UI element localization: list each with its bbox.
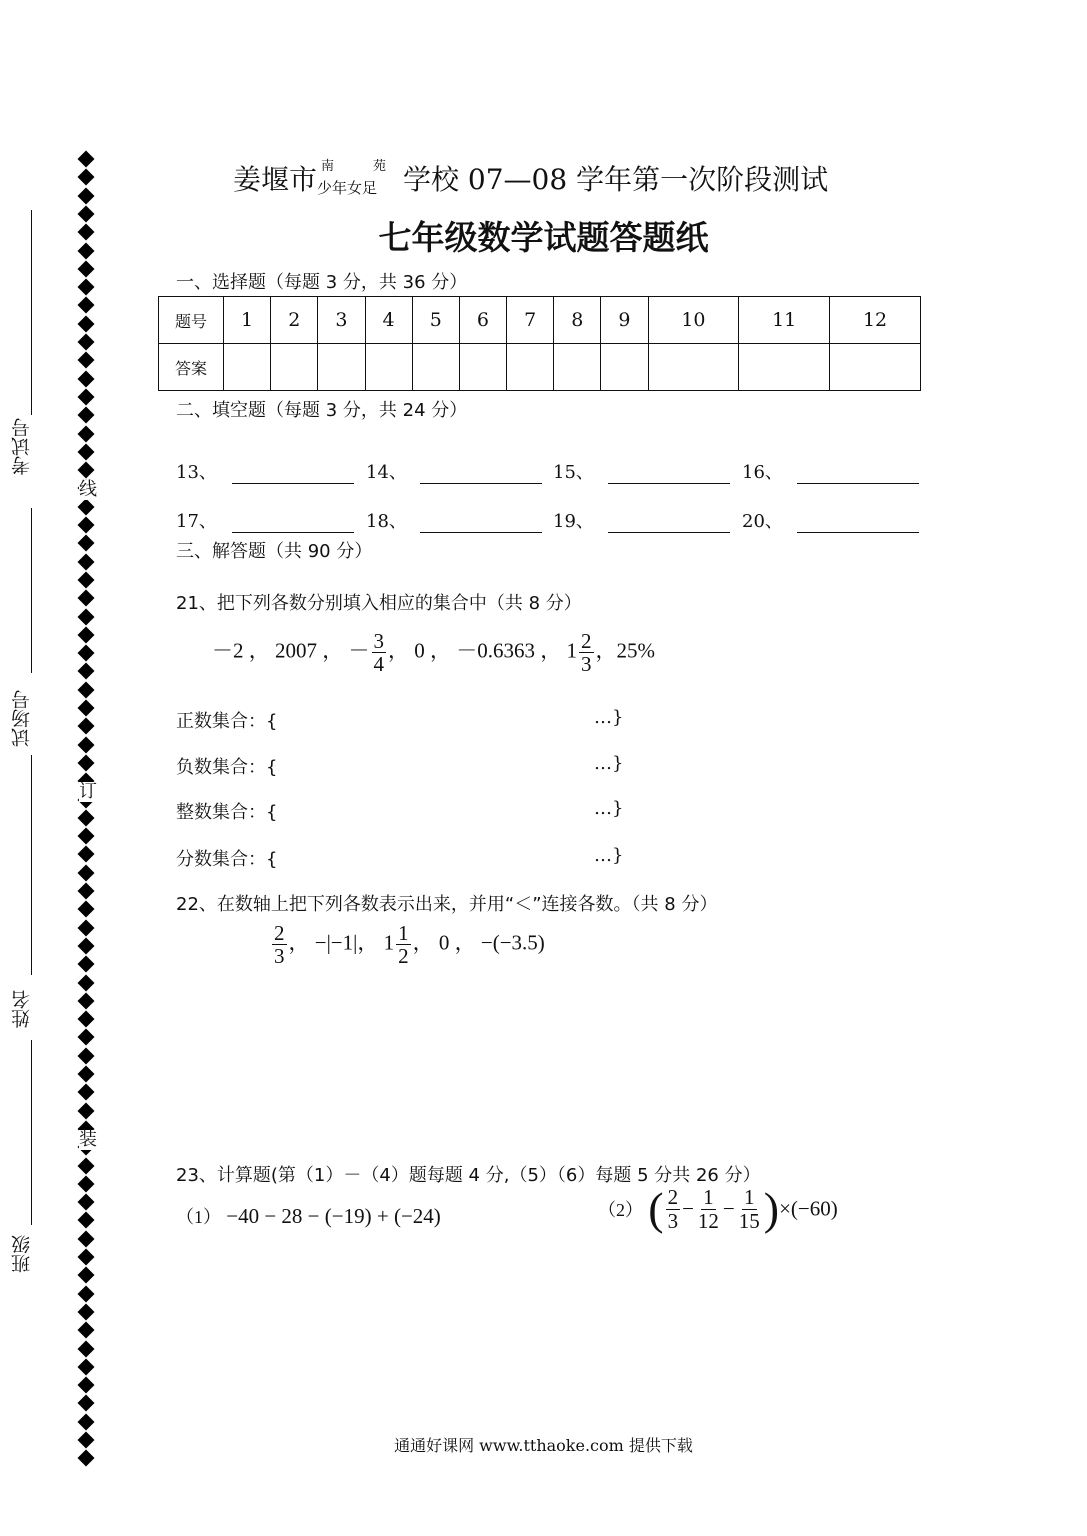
binding-diamond <box>78 370 95 387</box>
question-number-cell: 5 <box>412 297 459 344</box>
room-no-label: 试场号 <box>11 690 33 747</box>
q21-numbers <box>212 630 655 675</box>
q23-part1 <box>176 1203 441 1229</box>
q23-part2-label: （2） <box>598 1200 643 1220</box>
exam-no-label: 考试号 <box>11 418 33 475</box>
q21-frac-2-den: 3 <box>581 652 592 677</box>
blank-label: 19、 <box>553 511 594 532</box>
question-number-cell: 8 <box>554 297 601 344</box>
q21-frac-1-num: 3 <box>373 629 384 653</box>
question-number-cell: 12 <box>830 297 921 344</box>
q21-frac-1-den: 4 <box>373 652 384 677</box>
q23-part1-expr: −40 − 28 − (−19) + (−24) <box>226 1204 441 1228</box>
answer-cell[interactable] <box>412 344 459 391</box>
binding-diamond <box>78 608 95 625</box>
binding-diamond <box>78 1066 95 1083</box>
binding-diamond <box>78 1249 95 1266</box>
blank-label: 14、 <box>366 462 407 483</box>
q23-f2-num: 1 <box>703 1185 714 1210</box>
binding-diamond <box>78 1212 95 1229</box>
binding-diamond <box>78 901 95 918</box>
binding-diamond <box>78 809 95 826</box>
blank-answer-line[interactable] <box>420 483 542 484</box>
q23-part2-tail: ×(−60) <box>779 1196 838 1221</box>
binding-diamond <box>78 1102 95 1119</box>
q21-frac-2-num: 2 <box>581 629 592 653</box>
answer-table-answer-row <box>159 344 921 391</box>
binding-diamond <box>78 1322 95 1339</box>
binding-diamond <box>78 260 95 277</box>
room-no-line <box>31 755 32 975</box>
binding-diamond <box>78 498 95 515</box>
binding-diamond <box>78 828 95 845</box>
binding-diamond <box>78 1047 95 1064</box>
section1-heading: 一、选择题（每题 3 分，共 36 分） <box>176 272 468 293</box>
q23-part2: （2） ( $\frac{2}{3}$ − $\frac{1}{12}$ − $\frac{1}{15}$ )×(−60) <box>598 1183 838 1234</box>
q23-prompt: 23、计算题(第（1）－（4）题每题 4 分,（5）（6）每题 5 分共 26 分） <box>176 1165 761 1186</box>
q21-prompt: 21、把下列各数分别填入相应的集合中（共 8 分） <box>176 593 582 614</box>
q23-part2-frac-1 <box>666 1186 681 1231</box>
binding-diamond <box>78 663 95 680</box>
q23-part2-frac-2 <box>696 1186 721 1231</box>
blank-answer-line[interactable] <box>797 532 919 533</box>
q23-f1-den: 3 <box>667 1208 679 1233</box>
binding-diamond <box>78 883 95 900</box>
answer-table-number-row <box>159 297 921 344</box>
binding-diamond <box>78 1358 95 1375</box>
binding-diamond <box>78 425 95 442</box>
answer-cell[interactable] <box>459 344 506 391</box>
answer-cell[interactable] <box>271 344 318 391</box>
binding-diamond <box>78 1285 95 1302</box>
blank-answer-line[interactable] <box>232 532 354 533</box>
binding-diamond <box>78 571 95 588</box>
q22-frac-1 <box>272 922 287 967</box>
room-no-upper-line <box>31 508 32 673</box>
q21-frac-1 <box>372 630 387 675</box>
binding-diamond <box>78 443 95 460</box>
question-number-cell: 1 <box>224 297 271 344</box>
bind-char-ding: 订 <box>79 781 97 802</box>
binding-diamond <box>78 1029 95 1046</box>
binding-diamond <box>78 462 95 479</box>
answer-cell[interactable] <box>224 344 271 391</box>
row-label-number: 题号 <box>159 297 224 344</box>
name-label: 姓名 <box>11 990 33 1028</box>
bind-char-zhuang: 装 <box>79 1129 97 1150</box>
blank-label: 17、 <box>176 511 217 532</box>
q23-part2-lparen: ( <box>648 1183 664 1234</box>
answer-cell[interactable] <box>318 344 365 391</box>
set-end: …} <box>594 798 624 819</box>
q21-text-3: ，25% <box>595 638 655 663</box>
blank-label: 18、 <box>366 511 407 532</box>
binding-diamond <box>78 919 95 936</box>
q22-prompt: 22、在数轴上把下列各数表示出来，并用“＜”连接各数。（共 8 分） <box>176 894 718 915</box>
q23-f3-den: 15 <box>738 1208 760 1233</box>
blank-answer-line[interactable] <box>420 532 542 533</box>
binding-diamond <box>78 535 95 552</box>
q23-part2-rparen: ) <box>763 1183 780 1234</box>
binding-diamond <box>78 1011 95 1028</box>
binding-diamond <box>78 553 95 570</box>
question-number-cell: 10 <box>648 297 739 344</box>
q22-frac-2 <box>396 922 411 967</box>
title-stacked-name <box>317 159 403 198</box>
answer-cell[interactable] <box>365 344 412 391</box>
binding-diamond <box>78 1175 95 1192</box>
answer-table <box>158 296 921 391</box>
binding-diamond <box>78 645 95 662</box>
answer-cell[interactable] <box>507 344 554 391</box>
binding-diamond <box>78 187 95 204</box>
blank-answer-line[interactable] <box>608 483 730 484</box>
q22-numbers <box>270 922 545 967</box>
binding-diamond <box>78 590 95 607</box>
title-small-top-left: 南 <box>321 159 335 174</box>
binding-diamond <box>78 1395 95 1412</box>
set-label: 负数集合：{ <box>176 757 278 778</box>
set-label: 正数集合：{ <box>176 711 278 732</box>
binding-diamond <box>78 334 95 351</box>
blank-label: 15、 <box>553 462 594 483</box>
binding-diamond <box>78 352 95 369</box>
binding-diamond <box>78 754 95 771</box>
footer-source: 通通好课网 www.tthaoke.com 提供下载 <box>394 1436 693 1455</box>
school-title <box>233 158 828 198</box>
binding-diamond <box>78 1084 95 1101</box>
set-label: 整数集合：{ <box>176 802 278 823</box>
binding-diamond <box>78 388 95 405</box>
q22-frac-1-num: 2 <box>274 921 285 945</box>
binding-diamond <box>78 992 95 1009</box>
q23-f3-num: 1 <box>744 1185 755 1210</box>
binding-diamond <box>78 681 95 698</box>
q23-f1-num: 2 <box>667 1185 679 1210</box>
binding-diamond <box>78 718 95 735</box>
q21-text-1: －2 ， 2007 ， － <box>212 638 370 663</box>
question-number-cell: 9 <box>601 297 648 344</box>
binding-diamond <box>78 626 95 643</box>
set-label: 分数集合：{ <box>176 849 278 870</box>
binding-diamond <box>78 169 95 186</box>
q21-frac-2 <box>579 630 594 675</box>
question-number-cell: 3 <box>318 297 365 344</box>
blank-answer-line[interactable] <box>232 483 354 484</box>
q22-text-1: ， −|−1|， 1 <box>288 930 395 955</box>
blank-answer-line[interactable] <box>608 532 730 533</box>
question-number-cell: 2 <box>271 297 318 344</box>
answer-cell[interactable] <box>739 344 830 391</box>
binding-diamonds <box>77 153 97 1473</box>
section2-heading: 二、填空题（每题 3 分，共 24 分） <box>176 400 468 421</box>
name-line <box>31 1040 32 1225</box>
q23-f2-den: 12 <box>697 1208 719 1233</box>
set-end: …} <box>594 845 624 866</box>
question-number-cell: 4 <box>365 297 412 344</box>
binding-diamond <box>78 1194 95 1211</box>
q23-part2-frac-3 <box>737 1186 762 1231</box>
q22-frac-2-num: 1 <box>398 921 409 945</box>
blank-label: 13、 <box>176 462 217 483</box>
binding-diamond <box>78 1303 95 1320</box>
q23-part1-label: （1） <box>176 1207 221 1227</box>
answer-cell[interactable] <box>601 344 648 391</box>
q21-text-2: ， 0 ， －0.6363 ， 1 <box>388 638 577 663</box>
q22-frac-2-den: 2 <box>398 944 409 969</box>
binding-diamond <box>78 846 95 863</box>
answer-cell[interactable] <box>648 344 739 391</box>
q22-text-2: ， 0 ， −(−3.5) <box>412 930 545 955</box>
binding-diamond <box>78 151 95 168</box>
binding-diamond <box>78 297 95 314</box>
binding-diamond <box>78 517 95 534</box>
binding-diamond <box>78 407 95 424</box>
binding-diamond <box>78 736 95 753</box>
row-label-answer: 答案 <box>159 344 224 391</box>
set-end: …} <box>594 707 624 728</box>
title-prefix: 姜堰市 <box>233 163 318 196</box>
title-small-top-right: 苑 <box>373 159 387 174</box>
binding-diamond <box>78 1377 95 1394</box>
class-label: 班级 <box>11 1235 33 1273</box>
binding-diamond <box>78 315 95 332</box>
binding-diamond <box>78 1413 95 1430</box>
binding-diamond <box>78 1267 95 1284</box>
question-number-cell: 6 <box>459 297 506 344</box>
page-title: 七年级数学试题答题纸 <box>378 218 709 257</box>
binding-diamond <box>78 1340 95 1357</box>
blank-label: 16、 <box>742 462 783 483</box>
set-end: …} <box>594 753 624 774</box>
binding-diamond <box>78 974 95 991</box>
answer-cell[interactable] <box>830 344 921 391</box>
question-number-cell: 11 <box>739 297 830 344</box>
binding-diamond <box>78 1230 95 1247</box>
question-number-cell: 7 <box>507 297 554 344</box>
binding-diamond <box>78 1157 95 1174</box>
binding-diamond <box>78 279 95 296</box>
q22-frac-1-den: 3 <box>274 944 285 969</box>
title-small-bottom: 少年女足 <box>317 179 378 197</box>
title-suffix: 学校 07—08 学年第一次阶段测试 <box>403 163 829 196</box>
blank-label: 20、 <box>742 511 783 532</box>
answer-cell[interactable] <box>554 344 601 391</box>
binding-diamond <box>78 956 95 973</box>
binding-diamond <box>78 700 95 717</box>
section3-heading: 三、解答题（共 90 分） <box>176 541 373 562</box>
binding-diamond <box>78 937 95 954</box>
bind-char-line: 线 <box>79 479 97 500</box>
blank-answer-line[interactable] <box>797 483 919 484</box>
binding-diamond <box>78 864 95 881</box>
